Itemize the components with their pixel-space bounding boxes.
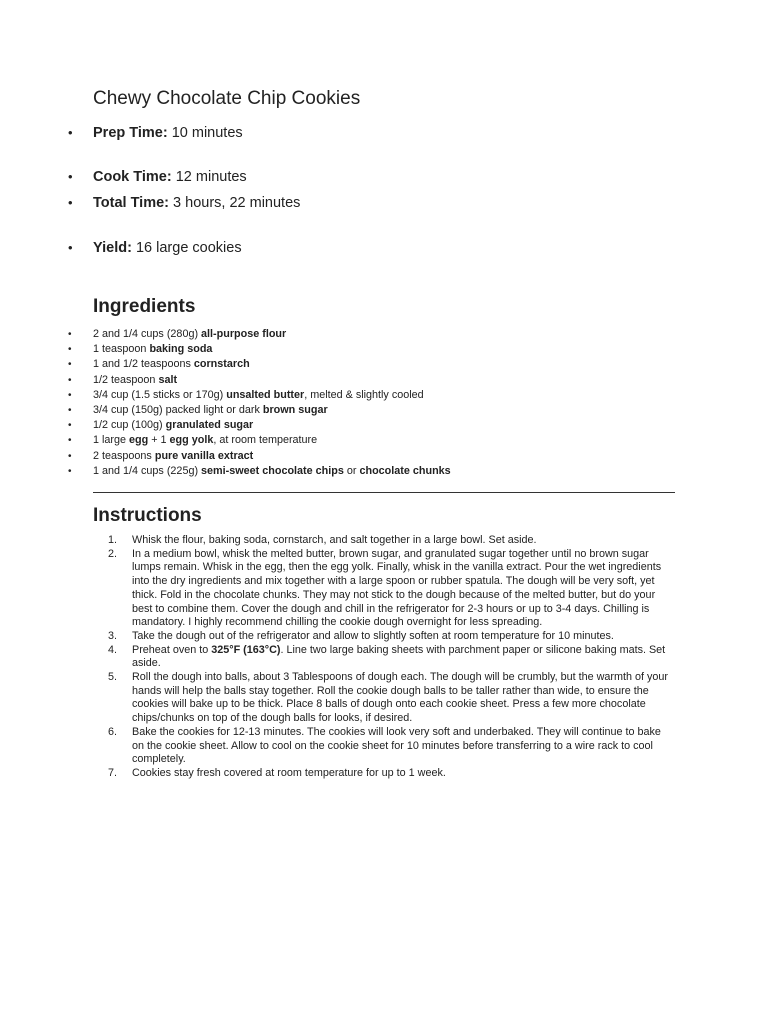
bold-text: pure vanilla extract <box>154 449 254 462</box>
meta-value: 3 hours, 22 minutes <box>173 195 301 211</box>
text: + 1 <box>148 434 170 447</box>
page-title: Chewy Chocolate Chip Cookies <box>93 88 361 109</box>
text: Roll the dough into balls, about 3 Tablespoons of dough each. The dough will be crumbly, but the warmth of your hands will help the balls stay together. Roll the cookie dough balls to be taller rather than wide, to ensure the cookies will bake up to be thick. Place 8 balls of dough onto each cookie sheet. Press a few more chocolate chips/chunks on top of the dough balls for looks, if desired. <box>132 671 668 725</box>
ingredient-item <box>93 373 768 388</box>
meta-yield <box>93 239 242 257</box>
ingredient-item <box>93 418 768 433</box>
meta-cook-time <box>93 168 247 186</box>
bold-text: egg yolk <box>169 434 214 447</box>
text: Take the dough out of the refrigerator and allow to slightly soften at room temperature for 10 minutes. <box>132 629 614 642</box>
text: 3/4 cup (150g) packed light or dark <box>93 403 263 416</box>
instruction-step <box>108 725 675 767</box>
instruction-step <box>108 629 675 644</box>
bold-text: granulated sugar <box>165 419 254 432</box>
instructions-list <box>0 534 768 781</box>
step-number: 5. <box>108 671 118 684</box>
meta-total-time <box>93 194 300 212</box>
text: 1 and 1/2 teaspoons <box>93 358 194 371</box>
text: 3/4 cup (1.5 sticks or 170g) <box>93 388 227 401</box>
ingredient-item <box>93 433 768 448</box>
bold-text: egg <box>129 434 149 447</box>
text: 1 large <box>93 434 130 447</box>
bold-text: unsalted butter <box>226 388 305 401</box>
text: 2 and 1/4 cups (280g) <box>93 328 202 340</box>
text: , melted & slightly cooled <box>304 388 424 401</box>
text: Preheat oven to <box>132 643 212 656</box>
bold-text: semi-sweet chocolate chips <box>201 464 344 477</box>
text: , at room temperature <box>213 434 318 447</box>
text: Whisk the flour, baking soda, cornstarch, and salt together in a large bowl. Set aside. <box>132 534 537 546</box>
text: 1 teaspoon <box>93 343 150 356</box>
instructions-heading: Instructions <box>93 505 202 526</box>
ingredient-item <box>93 403 768 418</box>
ingredient-item <box>93 464 768 479</box>
meta-label: Total Time: <box>93 195 169 211</box>
text: 1/2 teaspoon <box>93 373 159 386</box>
bold-text: baking soda <box>149 343 213 356</box>
text: . Line two large baking sheets with parchment paper or silicone baking mats. Set aside. <box>132 643 666 670</box>
bold-text: salt <box>158 373 178 386</box>
step-number: 6. <box>108 725 118 738</box>
text: In a medium bowl, whisk the melted butter, brown sugar, and granulated sugar together until no brown sugar lumps remain. Whisk in the egg, then the egg yolk. Finally, whisk in the vanilla extract. Pour the wet ingredients into the dry ingredients and mix together with a large spoon or rubber spatula. The dough will be very soft, yet thick. Fold in the chocolate chunks. They may not stick to the dough because of the melted butter, but do your best to combine them. Cover the dough and chill in the refrigerator for 2-3 hours or up to 3-4 days. Chilling is mandatory. I highly recommend chilling the cookie dough overnight for less spreading. <box>132 547 662 629</box>
instruction-step <box>108 671 675 726</box>
meta-value: 12 minutes <box>175 169 247 185</box>
ingredient-item <box>93 449 768 464</box>
step-number: 1. <box>108 534 118 546</box>
ingredient-item <box>93 342 768 357</box>
step-number: 2. <box>108 547 118 560</box>
ingredients-list <box>0 327 768 479</box>
instruction-step <box>108 547 675 630</box>
bold-text: 325°F (163°C) <box>211 643 281 656</box>
section-divider <box>93 492 675 493</box>
ingredient-item <box>93 388 768 403</box>
step-number: 4. <box>108 643 118 656</box>
text: 1/2 cup (100g) <box>93 419 166 432</box>
ingredient-item <box>93 327 768 342</box>
meta-value: 10 minutes <box>171 125 243 141</box>
meta-label: Prep Time: <box>93 125 168 141</box>
step-number: 3. <box>108 629 118 642</box>
meta-label: Cook Time: <box>93 169 172 185</box>
instruction-step <box>108 643 675 671</box>
text: Cookies stay fresh covered at room temperature for up to 1 week. <box>132 766 446 779</box>
meta-label: Yield: <box>93 240 132 256</box>
bold-text: cornstarch <box>193 358 250 371</box>
bold-text: chocolate chunks <box>359 464 451 477</box>
step-number: 7. <box>108 766 118 779</box>
bold-text: all-purpose flour <box>201 328 287 340</box>
text: 2 teaspoons <box>93 449 155 462</box>
ingredients-heading: Ingredients <box>93 296 196 317</box>
ingredient-item <box>93 357 768 372</box>
text: Bake the cookies for 12-13 minutes. The cookies will look very soft and underbaked. They will continue to bake on the cookie sheet. Allow to cool on the cookie sheet for 10 minutes before transferring to a wire rack to cool completely. <box>132 725 661 766</box>
meta-value: 16 large cookies <box>135 240 242 256</box>
bold-text: brown sugar <box>262 403 328 416</box>
meta-prep-time <box>93 124 243 142</box>
text: or <box>343 464 360 477</box>
text: 1 and 1/4 cups (225g) <box>93 464 202 477</box>
instruction-step <box>108 534 675 548</box>
instruction-step <box>108 766 675 781</box>
